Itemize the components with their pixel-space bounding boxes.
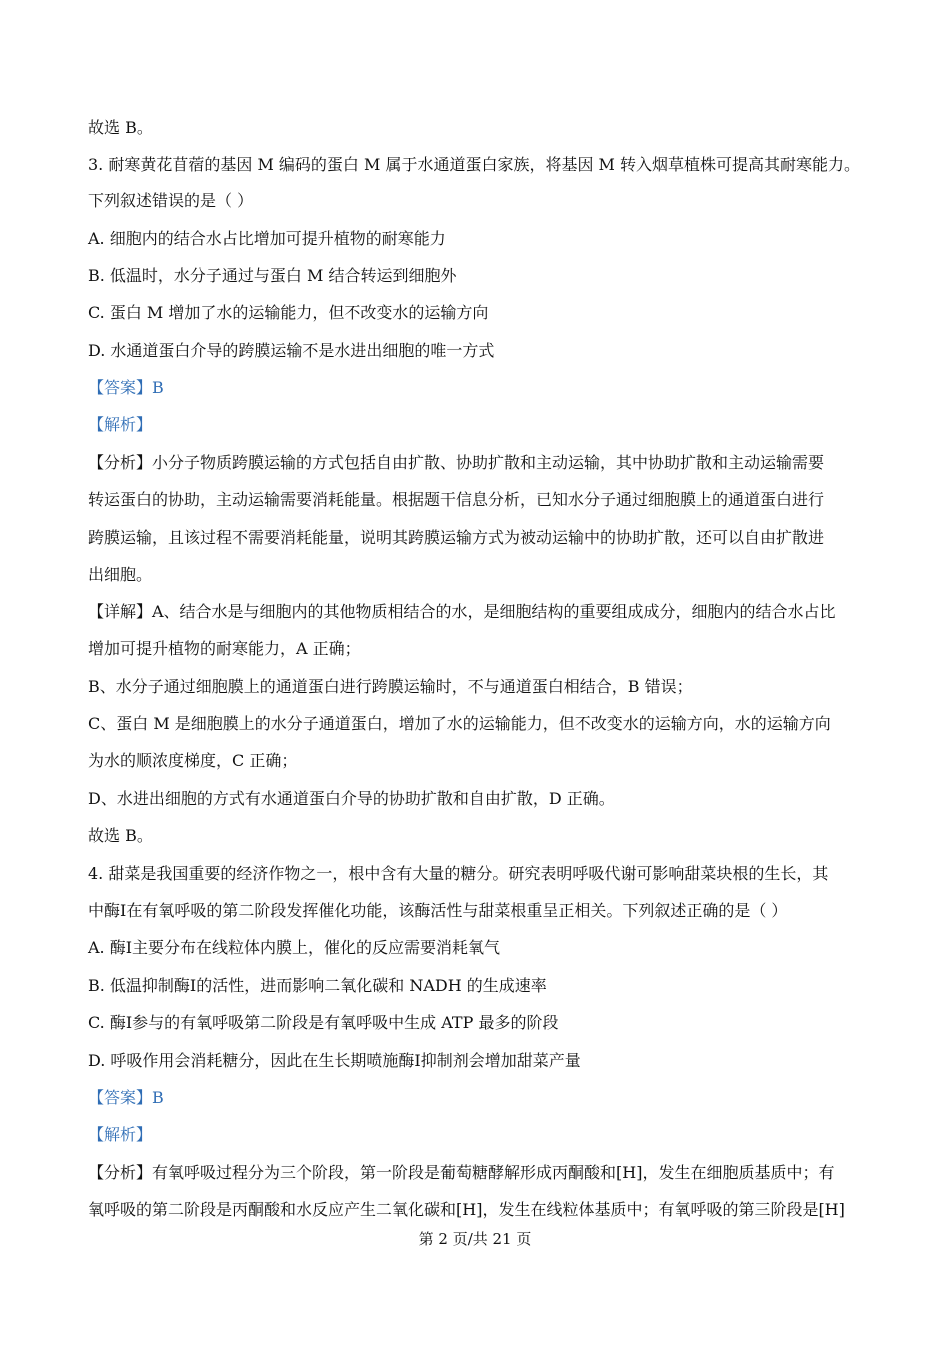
option-b: B. 低温抑制酶Ⅰ的活性，进而影响二氧化碳和 NADH 的生成速率 xyxy=(88,976,547,995)
option-d: D. 呼吸作用会消耗糖分，因此在生长期喷施酶Ⅰ抑制剂会增加甜菜产量 xyxy=(88,1051,581,1070)
detail-text: C、蛋白 M 是细胞膜上的水分子通道蛋白，增加了水的运输能力，但不改变水的运输方向，水的运输方向 xyxy=(88,714,831,733)
answer-label: 【答案】B xyxy=(88,1088,164,1107)
option-b: B. 低温时，水分子通过与蛋白 M 结合转运到细胞外 xyxy=(88,266,457,285)
detail-text: D、水进出细胞的方式有水通道蛋白介导的协助扩散和自由扩散，D 正确。 xyxy=(88,789,615,808)
option-c: C. 酶Ⅰ参与的有氧呼吸第二阶段是有氧呼吸中生成 ATP 最多的阶段 xyxy=(88,1013,559,1032)
analysis-label: 【解析】 xyxy=(88,415,153,434)
option-d: D. 水通道蛋白介导的跨膜运输不是水进出细胞的唯一方式 xyxy=(88,341,495,360)
question-4-stem: 4. 甜菜是我国重要的经济作物之一，根中含有大量的糖分。研究表明呼吸代谢可影响甜菜块根的生长，其 xyxy=(88,864,829,883)
option-a: A. 酶Ⅰ主要分布在线粒体内膜上，催化的反应需要消耗氧气 xyxy=(88,938,501,957)
analysis-text: 氧呼吸的第二阶段是丙酮酸和水反应产生二氧化碳和[H]，发生在线粒体基质中；有氧呼吸的第三阶段是[H] xyxy=(88,1200,845,1219)
detail-text: 增加可提升植物的耐寒能力，A 正确； xyxy=(88,639,361,658)
question-3-stem: 3. 耐寒黄花苜蓿的基因 M 编码的蛋白 M 属于水通道蛋白家族，将基因 M 转入烟草植株可提高其耐寒能力。 xyxy=(88,155,861,174)
analysis-text: 出细胞。 xyxy=(88,565,153,584)
detail-text: 【详解】A、结合水是与细胞内的其他物质相结合的水，是细胞结构的重要组成成分，细胞内的结合水占比 xyxy=(88,602,836,621)
answer-label: 【答案】B xyxy=(88,378,164,397)
option-a: A. 细胞内的结合水占比增加可提升植物的耐寒能力 xyxy=(88,229,446,248)
analysis-label: 【解析】 xyxy=(88,1125,153,1144)
question-4-stem-cont: 中酶Ⅰ在有氧呼吸的第二阶段发挥催化功能，该酶活性与甜菜根重呈正相关。下列叙述正确的是（ ） xyxy=(88,901,788,920)
detail-text: B、水分子通过细胞膜上的通道蛋白进行跨膜运输时，不与通道蛋白相结合，B 错误； xyxy=(88,677,693,696)
text-line: 故选 B。 xyxy=(88,826,153,845)
text-line: 故选 B。 xyxy=(88,118,153,137)
detail-text: 为水的顺浓度梯度，C 正确； xyxy=(88,751,298,770)
analysis-text: 转运蛋白的协助，主动运输需要消耗能量。根据题干信息分析，已知水分子通过细胞膜上的通道蛋白进行 xyxy=(88,490,825,509)
question-3-stem-cont: 下列叙述错误的是（ ） xyxy=(88,191,254,210)
analysis-text: 【分析】小分子物质跨膜运输的方式包括自由扩散、协助扩散和主动运输，其中协助扩散和主动运输需要 xyxy=(88,453,825,472)
analysis-text: 【分析】有氧呼吸过程分为三个阶段，第一阶段是葡萄糖酵解形成丙酮酸和[H]，发生在细胞质基质中；有 xyxy=(88,1163,835,1182)
page-footer: 第 2 页/共 21 页 xyxy=(418,1230,532,1248)
option-c: C. 蛋白 M 增加了水的运输能力，但不改变水的运输方向 xyxy=(88,303,489,322)
analysis-text: 跨膜运输，且该过程不需要消耗能量，说明其跨膜运输方式为被动运输中的协助扩散，还可以自由扩散进 xyxy=(88,528,825,547)
